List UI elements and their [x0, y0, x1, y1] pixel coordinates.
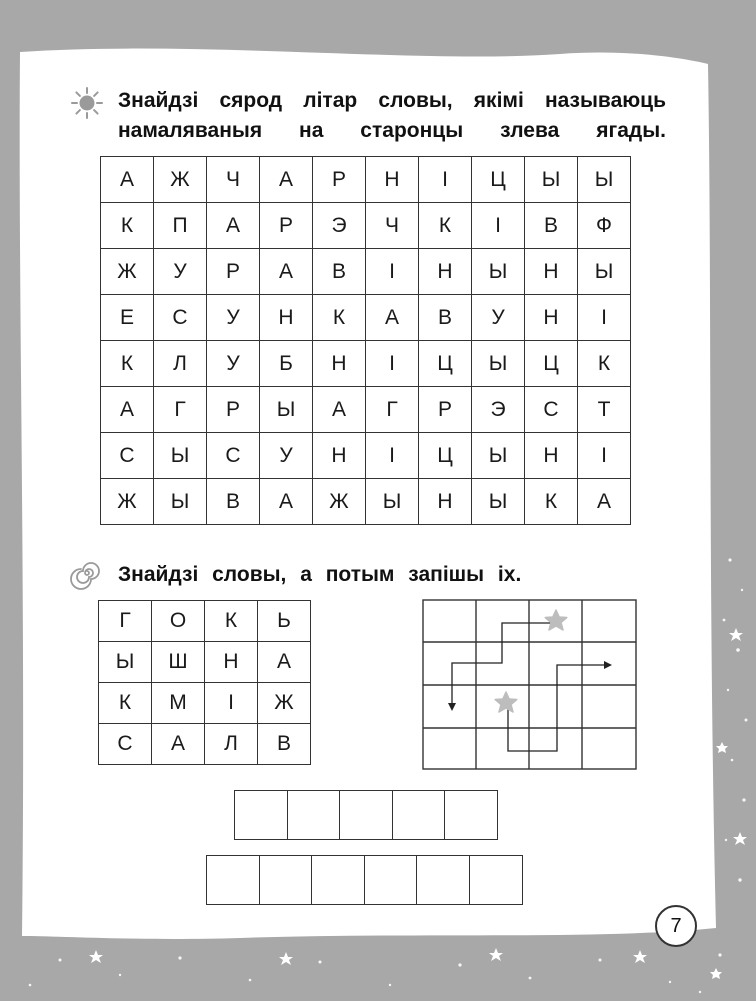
small-grid-letter-cell: Ы: [99, 642, 152, 683]
grid-letter-cell: І: [472, 203, 525, 249]
task-1-text: Знайдзі сярод літар словы, якімі называюць намаляваныя на старонцы злева ягады.: [118, 89, 666, 142]
grid-letter-row: [101, 433, 631, 479]
grid-letter-cell: Н: [260, 295, 313, 341]
grid-letter-cell: Т: [578, 387, 631, 433]
small-grid-letter-cell: Л: [205, 724, 258, 765]
arrow-icon: [448, 703, 456, 711]
small-grid-letter-cell: В: [258, 724, 311, 765]
grid-letter-cell: К: [578, 341, 631, 387]
grid-letter-cell: У: [207, 341, 260, 387]
task-2-text: Знайдзі словы, а потым запішы іх.: [118, 563, 522, 586]
grid-letter-cell: У: [154, 249, 207, 295]
grid-letter-cell: Ж: [313, 479, 366, 525]
grid-letter-cell: В: [313, 249, 366, 295]
grid-letter-cell: Ж: [101, 249, 154, 295]
grid-letter-cell: К: [525, 479, 578, 525]
arrow-icon: [604, 661, 612, 669]
grid-letter-row: [101, 157, 631, 203]
answer-row-1: [234, 790, 498, 840]
small-grid-letter-cell: О: [152, 601, 205, 642]
small-grid-letter-cell: Ь: [258, 601, 311, 642]
grid-letter-cell: А: [578, 479, 631, 525]
grid-letter-cell: А: [260, 157, 313, 203]
grid-letter-cell: Ц: [419, 433, 472, 479]
letter-grid-small: [98, 600, 311, 765]
grid-letter-cell: А: [207, 203, 260, 249]
small-grid-letter-row: [99, 642, 311, 683]
grid-letter-cell: Г: [154, 387, 207, 433]
grid-letter-cell: У: [260, 433, 313, 479]
grid-letter-cell: С: [207, 433, 260, 479]
grid-letter-cell: К: [313, 295, 366, 341]
grid-letter-cell: Ы: [472, 433, 525, 479]
grid-letter-cell: Р: [207, 387, 260, 433]
small-grid-letter-row: [99, 683, 311, 724]
small-grid-letter-row: [99, 724, 311, 765]
small-grid-letter-cell: К: [99, 683, 152, 724]
grid-letter-row: [101, 249, 631, 295]
grid-letter-cell: Ж: [154, 157, 207, 203]
grid-letter-cell: Э: [313, 203, 366, 249]
grid-letter-cell: Ы: [525, 157, 578, 203]
small-grid-letter-row: [99, 601, 311, 642]
small-grid-letter-cell: Н: [205, 642, 258, 683]
small-grid-letter-cell: Ж: [258, 683, 311, 724]
grid-letter-cell: Р: [419, 387, 472, 433]
grid-letter-cell: Н: [313, 341, 366, 387]
path-line-1: [452, 623, 554, 705]
grid-letter-cell: Н: [313, 433, 366, 479]
grid-letter-cell: І: [419, 157, 472, 203]
grid-letter-cell: У: [207, 295, 260, 341]
answer-box[interactable]: [234, 790, 288, 840]
grid-letter-cell: А: [260, 479, 313, 525]
grid-letter-cell: Ж: [101, 479, 154, 525]
grid-letter-cell: І: [578, 433, 631, 479]
small-grid-letter-cell: А: [152, 724, 205, 765]
answer-box[interactable]: [311, 855, 365, 905]
page-number: 7: [655, 905, 697, 947]
grid-letter-cell: Ф: [578, 203, 631, 249]
grid-letter-cell: С: [525, 387, 578, 433]
small-grid-letter-cell: К: [205, 601, 258, 642]
grid-letter-cell: І: [366, 433, 419, 479]
grid-letter-cell: Б: [260, 341, 313, 387]
letter-grid-large: [100, 156, 631, 525]
answer-box[interactable]: [259, 855, 313, 905]
grid-letter-cell: І: [578, 295, 631, 341]
grid-letter-cell: А: [101, 387, 154, 433]
grid-letter-cell: Н: [525, 433, 578, 479]
task-2-instruction: [70, 556, 521, 590]
grid-letter-cell: Ц: [419, 341, 472, 387]
grid-letter-cell: Ы: [154, 433, 207, 479]
path-grid: [422, 599, 638, 771]
grid-letter-cell: С: [154, 295, 207, 341]
grid-letter-cell: Р: [313, 157, 366, 203]
grid-letter-cell: Ц: [525, 341, 578, 387]
grid-letter-cell: Ы: [260, 387, 313, 433]
grid-letter-row: [101, 479, 631, 525]
grid-letter-cell: В: [207, 479, 260, 525]
small-grid-letter-cell: Ш: [152, 642, 205, 683]
task-1-instruction: [70, 86, 670, 146]
small-grid-letter-cell: А: [258, 642, 311, 683]
grid-letter-cell: Ы: [472, 249, 525, 295]
grid-letter-cell: С: [101, 433, 154, 479]
grid-letter-cell: К: [419, 203, 472, 249]
answer-box[interactable]: [392, 790, 446, 840]
grid-letter-cell: Ы: [472, 341, 525, 387]
grid-letter-cell: А: [366, 295, 419, 341]
small-grid-letter-cell: С: [99, 724, 152, 765]
star-icon: [545, 610, 567, 630]
grid-letter-cell: Ы: [154, 479, 207, 525]
grid-letter-cell: Н: [419, 249, 472, 295]
grid-letter-cell: В: [525, 203, 578, 249]
grid-letter-cell: Ы: [472, 479, 525, 525]
answer-row-2: [206, 855, 523, 905]
grid-letter-cell: П: [154, 203, 207, 249]
small-grid-letter-cell: Г: [99, 601, 152, 642]
path-line-2: [508, 665, 606, 751]
answer-box[interactable]: [444, 790, 498, 840]
grid-letter-cell: В: [419, 295, 472, 341]
answer-box[interactable]: [416, 855, 470, 905]
grid-letter-cell: Ч: [207, 157, 260, 203]
answer-box[interactable]: [287, 790, 341, 840]
grid-letter-row: [101, 203, 631, 249]
grid-letter-cell: Э: [472, 387, 525, 433]
grid-letter-cell: У: [472, 295, 525, 341]
spiral-icon: [70, 556, 104, 590]
grid-letter-cell: К: [101, 203, 154, 249]
small-grid-letter-cell: І: [205, 683, 258, 724]
grid-letter-cell: Ч: [366, 203, 419, 249]
grid-letter-cell: І: [366, 249, 419, 295]
grid-letter-cell: Н: [525, 249, 578, 295]
grid-letter-cell: Н: [419, 479, 472, 525]
grid-letter-cell: К: [101, 341, 154, 387]
grid-letter-cell: Г: [366, 387, 419, 433]
grid-letter-cell: Ц: [472, 157, 525, 203]
answer-box[interactable]: [469, 855, 523, 905]
grid-letter-cell: Р: [207, 249, 260, 295]
grid-letter-cell: Л: [154, 341, 207, 387]
grid-letter-row: [101, 341, 631, 387]
grid-letter-cell: А: [260, 249, 313, 295]
sun-icon: [70, 86, 104, 120]
grid-letter-cell: А: [101, 157, 154, 203]
answer-box[interactable]: [339, 790, 393, 840]
answer-box[interactable]: [364, 855, 418, 905]
small-grid-letter-cell: М: [152, 683, 205, 724]
grid-letter-cell: Ы: [578, 157, 631, 203]
grid-letter-cell: Н: [525, 295, 578, 341]
grid-letter-cell: Ы: [366, 479, 419, 525]
grid-letter-cell: Р: [260, 203, 313, 249]
answer-box[interactable]: [206, 855, 260, 905]
grid-letter-cell: А: [313, 387, 366, 433]
grid-letter-row: [101, 387, 631, 433]
grid-letter-cell: Е: [101, 295, 154, 341]
grid-letter-cell: Н: [366, 157, 419, 203]
grid-letter-cell: І: [366, 341, 419, 387]
grid-letter-cell: Ы: [578, 249, 631, 295]
star-icon: [495, 692, 517, 712]
grid-letter-row: [101, 295, 631, 341]
